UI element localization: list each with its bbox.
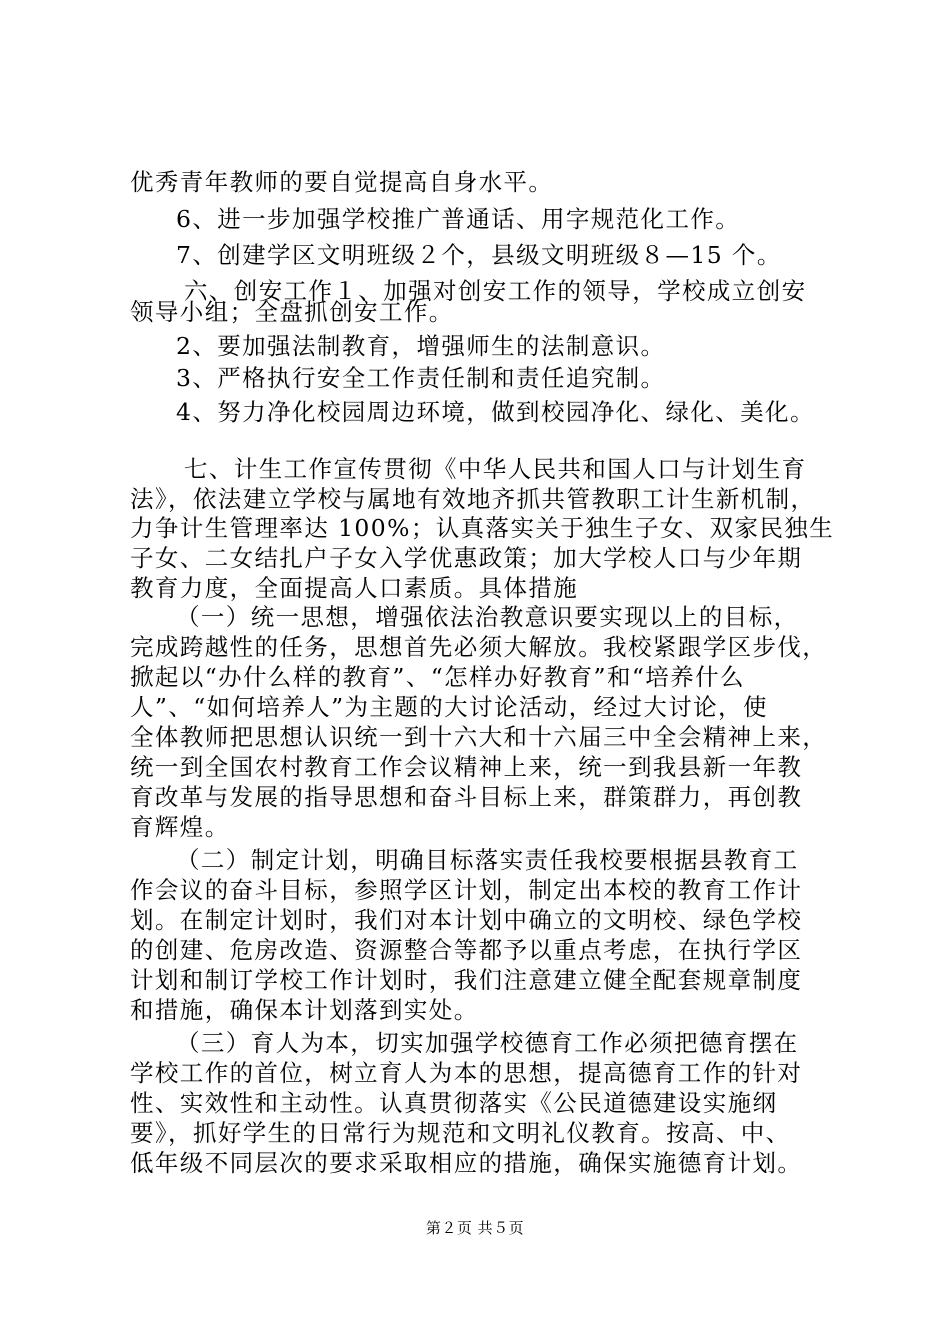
text-line: 低年级不同层次的要求采取相应的措施，确保实施德育计划。 [130, 1149, 803, 1177]
text-line: 七、计生工作宣传贯彻《中华人民共和国人口与计划生育 [184, 455, 807, 483]
text-line: （三）育人为本，切实加强学校德育工作必须把德育摆在 [176, 1029, 799, 1057]
text-line: 力争计生管理率达 100%；认真落实关于独生子女、双家民独生 [130, 514, 835, 542]
text-line: 7、创建学区文明班级２个，县级文明班级８—15 个。 [176, 241, 782, 269]
text-line: 4、努力净化校园周边环境，做到校园净化、绿化、美化。 [176, 398, 815, 426]
text-line: 划。在制定计划时，我们对本计划中确立的文明校、绿色学校 [130, 906, 803, 934]
text-line: 领导小组；全盘抓创安工作。 [130, 298, 454, 326]
text-line: 育辉煌。 [130, 813, 230, 841]
text-line: 和措施，确保本计划落到实处。 [130, 996, 479, 1024]
text-line: 法》，依法建立学校与属地有效地齐抓共管教职工计生新机制， [130, 485, 816, 513]
text-line: 性、实效性和主动性。认真贯彻落实《公民道德建设实施纲 [130, 1089, 778, 1117]
text-line: 教育力度，全面提高人口素质。具体措施 [130, 574, 579, 602]
text-line: 掀起以“办什么样的教育”、“怎样办好教育”和“培养什么 [130, 663, 745, 691]
text-line: 计划和制订学校工作计划时，我们注意建立健全配套规章制度 [130, 966, 803, 994]
text-line: （二）制定计划，明确目标落实责任我校要根据县教育工 [176, 846, 799, 874]
text-line: （一）统一思想，增强依法治教意识要实现以上的目标， [176, 603, 799, 631]
text-line: 6、进一步加强学校推广普通话、用字规范化工作。 [176, 205, 741, 233]
text-line: 优秀青年教师的要自觉提高自身水平。 [130, 168, 554, 196]
text-line: 3、严格执行安全工作责任制和责任追究制。 [176, 364, 666, 392]
text-line: 完成跨越性的任务，思想首先必须大解放。我校紧跟学区步伐， [130, 633, 828, 661]
text-line: 学校工作的首位，树立育人为本的思想，提高德育工作的针对 [130, 1059, 803, 1087]
text-line: 六、创安工作１、加强对创安工作的领导，学校成立创安 [184, 277, 807, 305]
text-line: 子女、二女结扎户子女入学优惠政策；加大学校人口与少年期 [130, 544, 803, 572]
text-line: 要》，抓好学生的日常行为规范和文明礼仪教育。按高、中、 [130, 1119, 791, 1147]
text-line: 作会议的奋斗目标，参照学区计划，制定出本校的教育工作计 [130, 876, 803, 904]
text-line: 全体教师把思想认识统一到十六大和十六届三中全会精神上来， [130, 723, 828, 751]
text-line: 育改革与发展的指导思想和奋斗目标上来，群策群力，再创教 [130, 783, 803, 811]
text-line: 统一到全国农村教育工作会议精神上来，统一到我县新一年教 [130, 753, 803, 781]
text-line: 的创建、危房改造、资源整合等都予以重点考虑，在执行学区 [130, 936, 803, 964]
page-number-footer: 第２页 共５页 [425, 1219, 525, 1237]
text-line: 2、要加强法制教育，增强师生的法制意识。 [176, 332, 666, 360]
text-line: 人”、“如何培养人”为主题的大讨论活动，经过大讨论，使 [130, 693, 768, 721]
